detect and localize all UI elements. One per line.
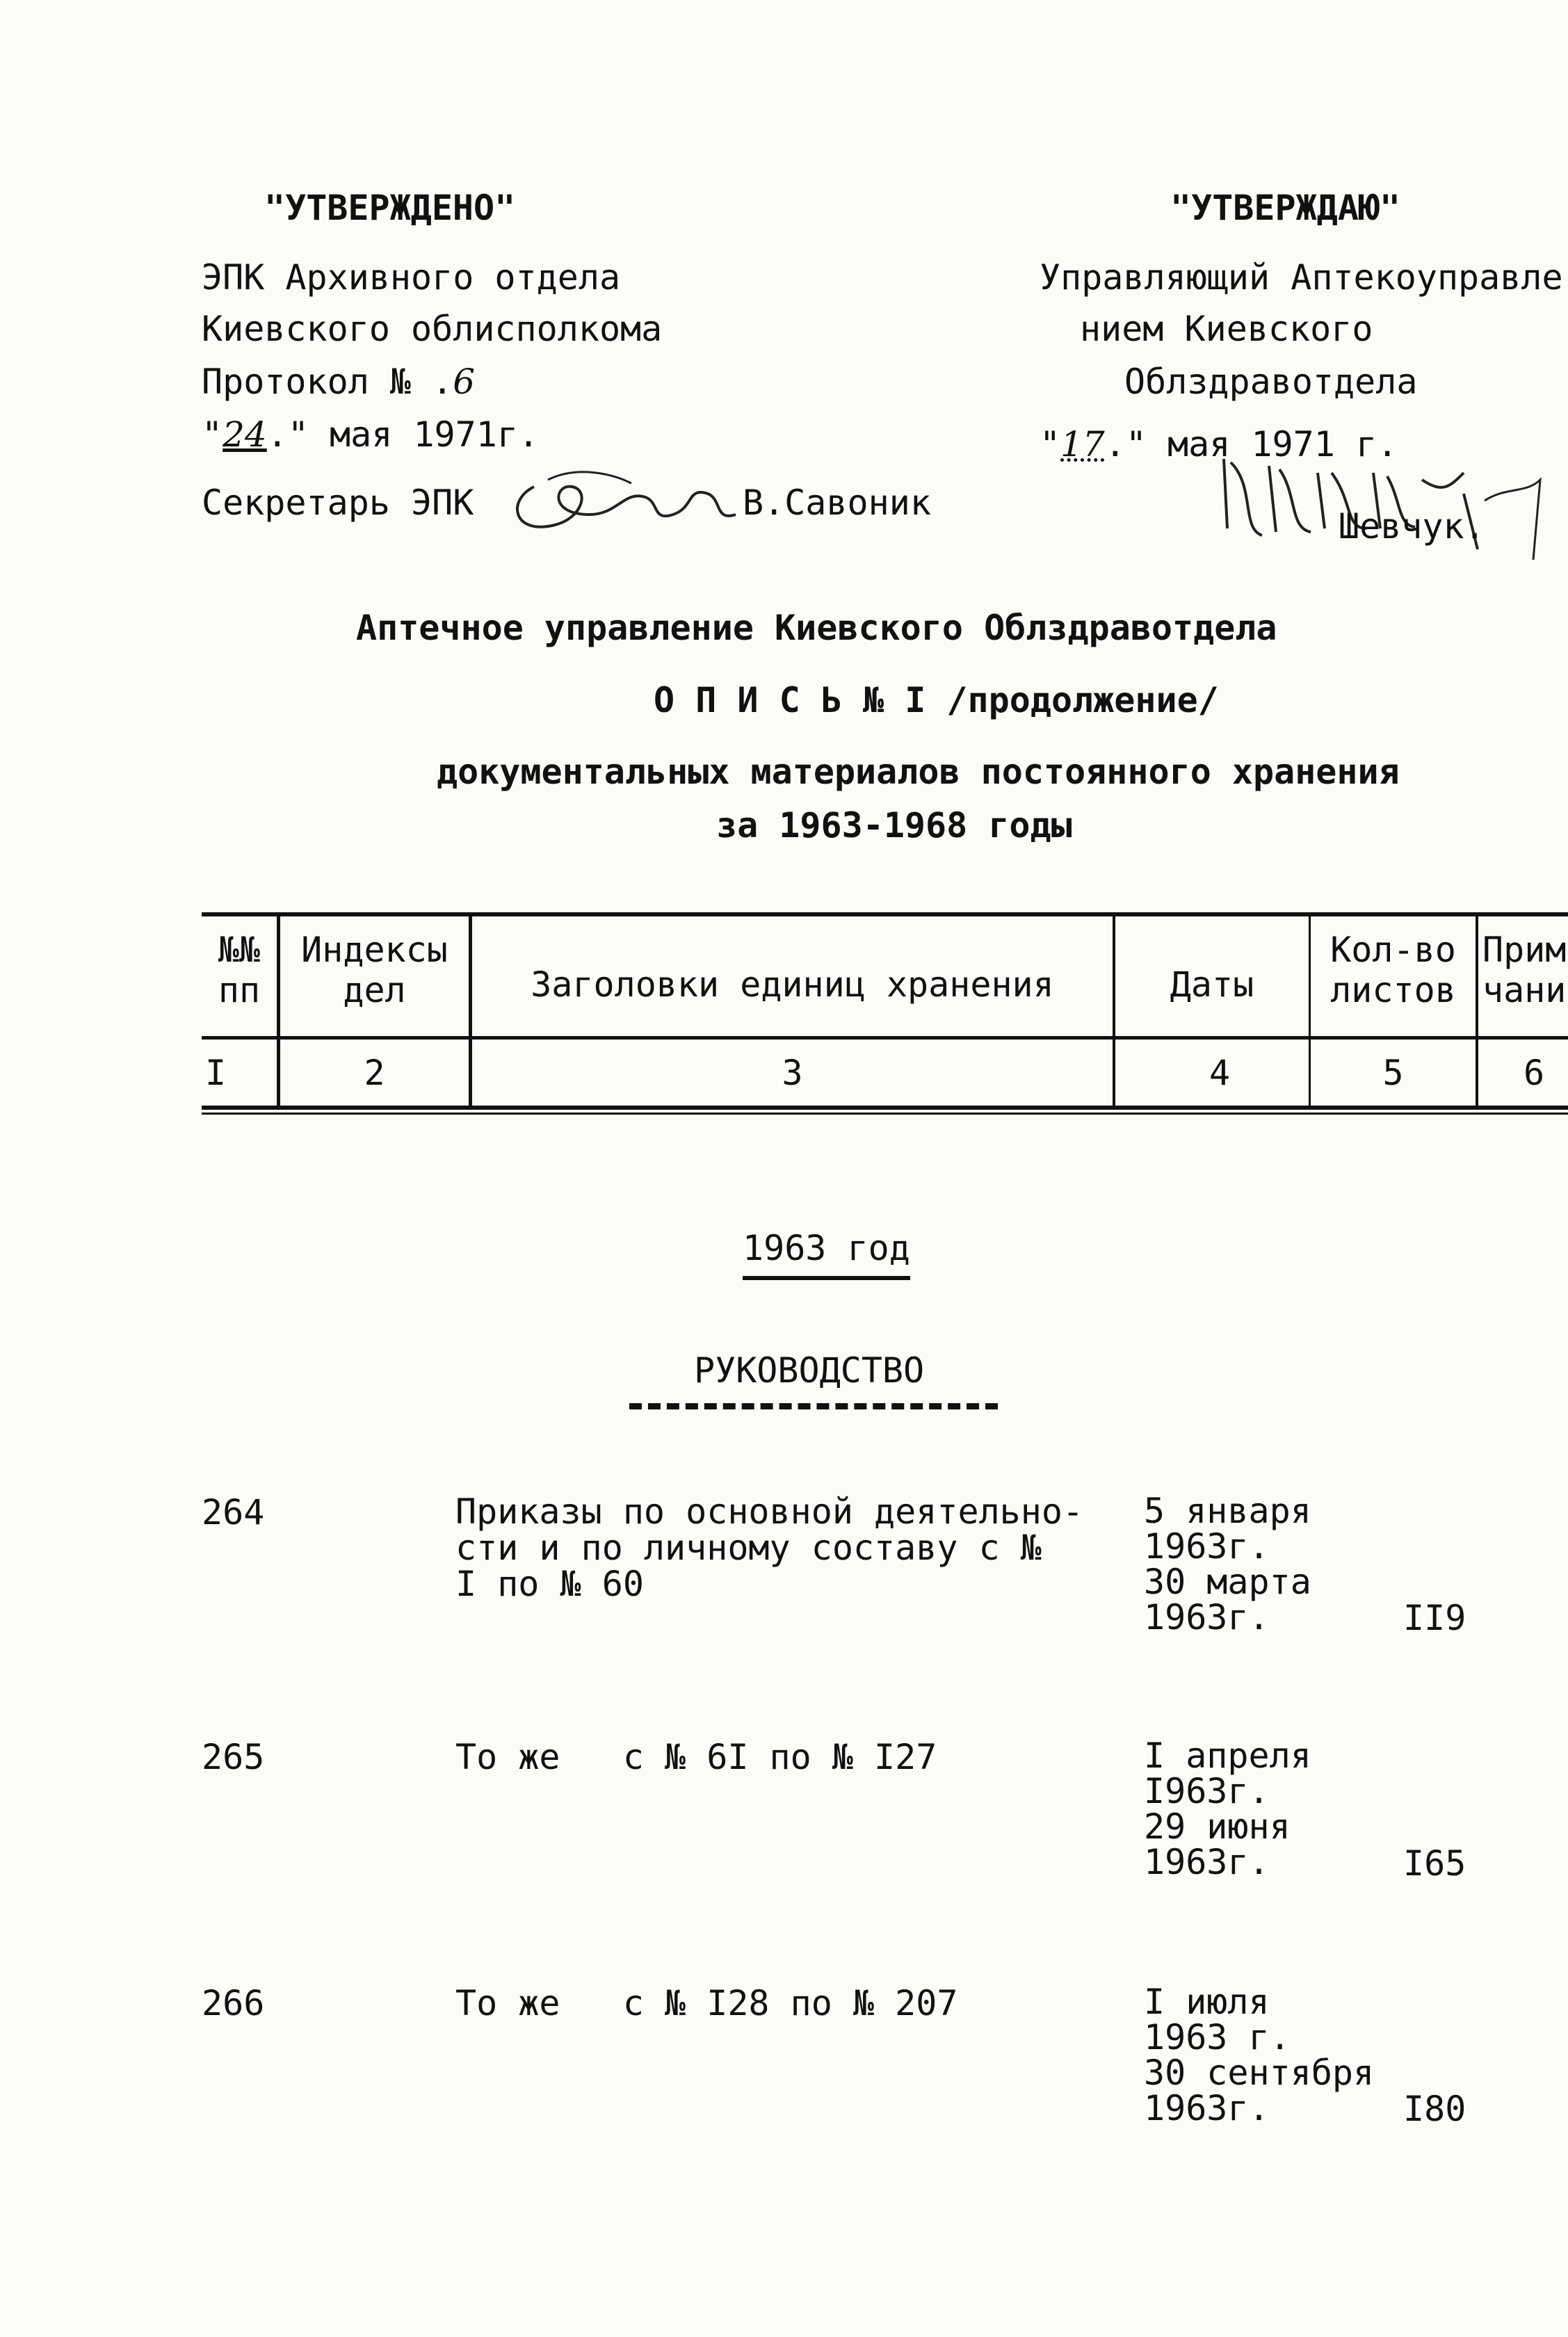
inventory-period: за 1963-1968 годы bbox=[716, 805, 1072, 846]
col-header-sheets: Кол-во листов bbox=[1330, 930, 1456, 1010]
row-number: 266 bbox=[202, 1983, 265, 2023]
col-num-3: 3 bbox=[782, 1053, 803, 1093]
col-num-1: I bbox=[204, 1053, 227, 1093]
secretary-signature bbox=[506, 459, 743, 542]
row-number: 265 bbox=[202, 1737, 265, 1777]
col-num-4: 4 bbox=[1209, 1053, 1231, 1093]
section-year: 1963 год bbox=[743, 1229, 910, 1280]
approved-date-day: 24 bbox=[223, 414, 267, 455]
row-dates: 5 января 1963г. 30 марта 1963г. bbox=[1144, 1491, 1311, 1637]
table-bottom-border-double bbox=[202, 1113, 1568, 1115]
protocol-line: Протокол № .6 bbox=[202, 362, 476, 402]
approved-line-2: Киевского облисполкома bbox=[202, 309, 663, 349]
col-num-6: 6 bbox=[1523, 1053, 1545, 1093]
approve-heading: "УТВЕРЖДАЮ" bbox=[1170, 188, 1401, 228]
col-num-2: 2 bbox=[364, 1053, 385, 1093]
approve-date-month-year: мая 1971 г. bbox=[1167, 424, 1398, 464]
table-header-divider bbox=[202, 1036, 1568, 1040]
row-title: То же с № 6I по № I27 bbox=[455, 1737, 937, 1777]
secretary-name: В.Савоник bbox=[743, 483, 931, 523]
inventory-title: О П И С Ь № I /продолжение/ bbox=[654, 680, 1219, 720]
approved-line-1: ЭПК Архивного отдела bbox=[202, 257, 621, 298]
row-sheets: II9 bbox=[1403, 1598, 1466, 1638]
approved-heading: "УТВЕРЖДЕНО" bbox=[264, 188, 516, 228]
col-header-index: Индексы дел bbox=[301, 930, 448, 1010]
organization-title: Аптечное управление Киевского Облздравотдела bbox=[356, 608, 1277, 648]
director-name: Шевчук. bbox=[1339, 506, 1485, 547]
approve-line-2: нием Киевского bbox=[1080, 309, 1373, 349]
col-header-number: №№ пп bbox=[218, 930, 261, 1010]
approved-date: "24." мая 1971г. bbox=[202, 414, 540, 455]
col-header-notes: Прим чани bbox=[1482, 930, 1567, 1010]
table-bottom-border bbox=[202, 1106, 1568, 1110]
section-heading: РУКОВОДСТВО bbox=[694, 1350, 925, 1391]
row-dates: I июля 1963 г. 30 сентября 1963г. bbox=[1144, 1982, 1375, 2128]
approve-date-day: 17 bbox=[1060, 424, 1105, 464]
row-sheets: I80 bbox=[1403, 2089, 1466, 2129]
secretary-label: Секретарь ЭПК bbox=[202, 483, 474, 523]
row-number: 264 bbox=[202, 1492, 265, 1533]
row-dates: I апреля I963г. 29 июня 1963г. bbox=[1144, 1736, 1311, 1882]
row-title: Приказы по основной деятельно- сти и по личному составу с № I по № 60 bbox=[455, 1491, 1084, 1604]
table-top-border bbox=[202, 912, 1568, 916]
col-num-5: 5 bbox=[1382, 1053, 1404, 1093]
approve-line-3: Облздравотдела bbox=[1124, 362, 1418, 402]
inventory-subtitle: документальных материалов постоянного хранения bbox=[437, 752, 1400, 792]
approve-line-1: Управляющий Аптекоуправле bbox=[1040, 257, 1563, 298]
approve-date: "17." мая 1971 г. bbox=[1040, 424, 1398, 464]
col-header-title: Заголовки единиц хранения bbox=[531, 964, 1054, 1005]
approved-date-month-year: мая 1971г. bbox=[330, 414, 540, 455]
col-header-dates: Даты bbox=[1170, 964, 1254, 1005]
section-heading-underline bbox=[629, 1403, 998, 1409]
row-sheets: I65 bbox=[1403, 1843, 1466, 1884]
row-title: То же с № I28 по № 207 bbox=[455, 1983, 958, 2023]
protocol-number: 6 bbox=[453, 362, 476, 402]
protocol-label: Протокол № bbox=[202, 362, 412, 402]
